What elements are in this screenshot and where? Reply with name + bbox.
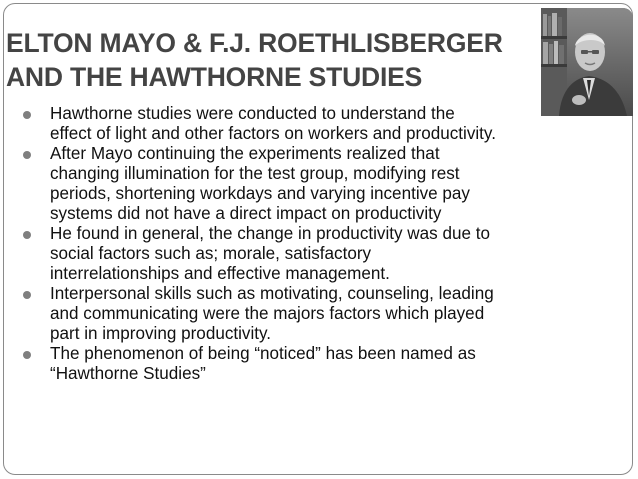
bullet-line: interrelationships and effective management. <box>50 263 390 283</box>
bullet-dot-icon <box>23 151 31 159</box>
bullet-line: changing illumination for the test group, modifying rest <box>50 164 460 184</box>
bullet-list <box>18 104 618 385</box>
bullet-item <box>18 284 618 343</box>
bullet-text <box>50 224 618 283</box>
bullet-text <box>50 284 618 343</box>
bullet-line: periods, shortening workdays and varying incentive pay <box>50 183 470 203</box>
slide-title-line-2: AND THE HAWTHORNE STUDIES <box>6 62 423 92</box>
bullet-line: The phenomenon of being “noticed” has been named as <box>50 344 476 364</box>
bullet-line: effect of light and other factors on workers and productivity. <box>50 123 496 143</box>
bullet-text <box>50 344 618 383</box>
bullet-line: part in improving productivity. <box>50 323 272 343</box>
bullet-dot-icon <box>23 231 31 239</box>
bullet-item <box>18 144 618 223</box>
bullet-line: social factors such as; morale, satisfactory <box>50 243 372 263</box>
bullet-dot-icon <box>23 351 31 359</box>
bullet-text <box>50 104 618 143</box>
bullet-dot-icon <box>23 291 31 299</box>
bullet-line: systems did not have a direct impact on productivity <box>50 203 442 223</box>
slide-title <box>6 26 566 94</box>
bullet-line: Hawthorne studies were conducted to understand the <box>50 104 455 123</box>
slide-title-line-1: ELTON MAYO & F.J. ROETHLISBERGER <box>6 28 503 58</box>
bullet-line: “Hawthorne Studies” <box>50 364 206 384</box>
bullet-line: After Mayo continuing the experiments realized that <box>50 144 440 164</box>
portrait-photo <box>541 8 633 116</box>
bullet-line: and communicating were the majors factors which played <box>50 304 485 324</box>
bullet-item <box>18 224 618 283</box>
bullet-dot-icon <box>23 111 31 119</box>
bullet-line: Interpersonal skills such as motivating, counseling, leading <box>50 284 494 304</box>
bullet-item <box>18 344 618 383</box>
bullet-line: He found in general, the change in productivity was due to <box>50 224 490 244</box>
bullet-item <box>18 104 618 143</box>
bullet-text <box>50 144 618 223</box>
